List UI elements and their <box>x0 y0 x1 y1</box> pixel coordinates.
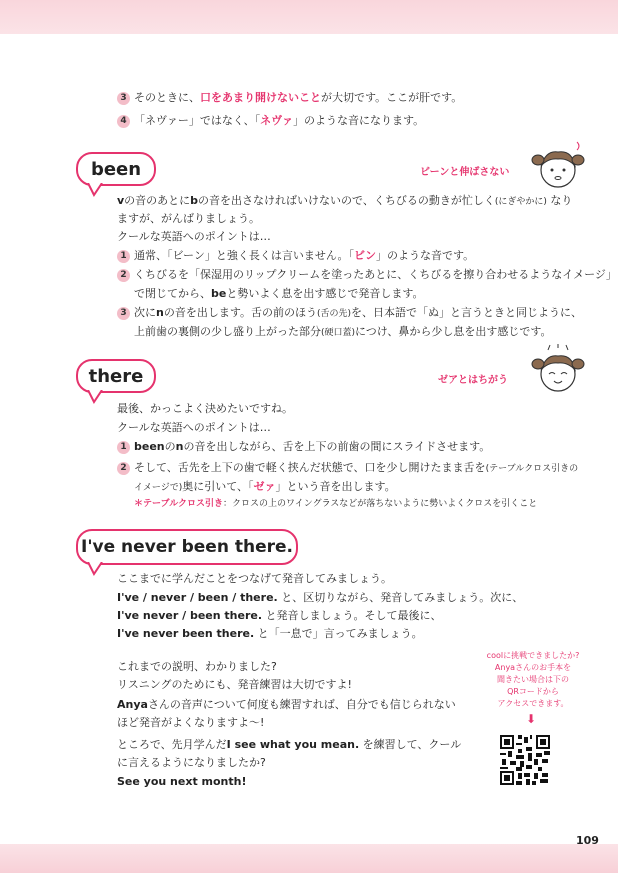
qr-caption-line: QRコードから <box>507 687 559 696</box>
list-item-continuation <box>134 480 396 495</box>
text-segment: I've never been there. <box>117 627 255 640</box>
paragraph-line <box>117 738 461 752</box>
text-segment: I've / never / been / there. <box>117 591 278 604</box>
paragraph-line <box>117 230 271 244</box>
text-segment: I've never / been there. <box>117 609 263 622</box>
section-heading-bubble-full <box>76 529 298 565</box>
list-number: 1 <box>117 250 130 263</box>
qr-code-icon[interactable] <box>500 735 550 785</box>
qr-caption <box>474 650 592 710</box>
text-segment: 最後、かっこよく決めたいですね。 <box>117 402 293 415</box>
bubble-tail <box>86 562 106 576</box>
list-item <box>134 268 617 282</box>
top-decorative-band <box>0 0 618 34</box>
section-heading-bubble-there <box>76 359 156 393</box>
text-segment: の <box>164 440 176 453</box>
text-segment: ：クロスの上のワイングラスなどが落ちないように勢いよくクロスを引くこと <box>223 499 538 509</box>
text-segment: を、日本語で「ぬ」と言うときと同じように、 <box>351 306 582 319</box>
text-segment: ビン <box>354 249 376 262</box>
qr-caption-line: Anyaさんのお手本を <box>494 663 572 672</box>
text-segment: と発音しましょう。そして最後に、 <box>262 609 442 622</box>
down-arrow-icon: ⬇ <box>526 712 537 726</box>
section-heading: there <box>88 365 144 387</box>
list-item-continuation <box>134 287 423 301</box>
list-number: 2 <box>117 462 130 475</box>
list-item <box>134 440 490 454</box>
list-number: 3 <box>117 307 130 320</box>
text-segment: これまでの説明、わかりました? <box>117 660 277 673</box>
text-segment: (テーブルクロス引きの <box>485 464 579 474</box>
text-segment: イメージで) <box>134 483 183 493</box>
text-segment: に言えるようになりましたか? <box>117 756 266 769</box>
paragraph-line <box>117 591 523 605</box>
list-item-continuation <box>134 325 552 340</box>
qr-caption-line: アクセスできます。 <box>497 699 569 708</box>
text-segment: 「ネヴァー」ではなく、「 <box>134 114 261 127</box>
bubble-tail <box>86 183 106 197</box>
page-number: 109 <box>576 834 599 847</box>
text-segment: 」のような音です。 <box>376 249 475 262</box>
text-segment: につけ、鼻から少し息を出す感じです。 <box>355 325 552 338</box>
text-segment: (硬口蓋) <box>321 328 356 338</box>
paragraph-line <box>117 660 277 674</box>
paragraph-line <box>117 402 293 416</box>
footnote <box>134 497 537 511</box>
paragraph-line <box>117 212 260 226</box>
paragraph-line <box>117 756 266 770</box>
text-segment: を練習して、クール <box>359 738 462 751</box>
list-number: 3 <box>117 92 130 105</box>
text-segment: ところで、先月学んだ <box>117 738 227 751</box>
text-segment: ネヴァ <box>260 114 294 127</box>
list-item <box>134 461 578 476</box>
qr-caption-line: coolに挑戦できましたか? <box>486 651 580 660</box>
text-segment: 次に <box>134 306 156 319</box>
paragraph-line <box>117 716 264 730</box>
text-segment: v <box>117 194 125 207</box>
text-segment: I see what you mean. <box>226 738 360 751</box>
list-item <box>134 306 582 321</box>
paragraph-line <box>117 421 271 435</box>
paragraph-line <box>117 678 352 692</box>
side-note: ゼアとはちがう <box>438 375 508 386</box>
text-segment: ここまでに学んだことをつなげて発音してみましょう。 <box>117 572 392 585</box>
text-segment: 」のような音になります。 <box>293 114 425 127</box>
text-segment: と勢いよく息を出す感じで発音します。 <box>226 287 424 300</box>
text-segment: と「一息で」言ってみましょう。 <box>254 627 423 640</box>
text-segment: (舌の先) <box>316 309 351 319</box>
qr-caption-line: 聞きたい場合は下の <box>497 675 569 684</box>
text-segment: b <box>190 194 199 207</box>
text-segment: 」という音を出します。 <box>275 480 396 493</box>
list-number: 4 <box>117 115 130 128</box>
text-segment: さんの音声について何度も練習すれば、自分でも信じられない <box>147 698 456 711</box>
paragraph-line <box>117 194 572 209</box>
text-segment: Anya <box>117 698 148 711</box>
text-segment: 上前歯の裏側の少し盛り上がった部分 <box>134 325 321 338</box>
paragraph-line <box>117 572 392 586</box>
text-segment: n <box>156 306 164 319</box>
text-segment: で閉じてから、 <box>134 287 211 300</box>
paragraph-line <box>117 775 247 789</box>
text-segment: been <box>134 440 165 453</box>
text-segment: (にぎやかに) <box>494 197 547 207</box>
text-segment: クールな英語へのポイントは… <box>117 421 271 434</box>
text-segment: くちびるを「保湿用のリップクリームを塗ったあとに、くちびるを擦り合わせるようなイメージ」 <box>134 268 617 281</box>
bubble-tail <box>86 390 106 404</box>
text-segment: と、区切りながら、発音してみましょう。次に、 <box>277 591 524 604</box>
list-item <box>134 91 462 105</box>
list-item <box>134 114 424 128</box>
text-segment: の音を出します。舌の前のほう <box>163 306 317 319</box>
text-segment: の音のあとに <box>124 194 191 207</box>
girl-face-illustration <box>528 140 586 192</box>
text-segment: ますが、がんばりましょう。 <box>117 212 260 225</box>
text-segment: ゼァ <box>253 480 276 493</box>
bottom-decorative-band <box>0 844 618 873</box>
section-heading: been <box>90 158 142 180</box>
text-segment: そして、舌先を上下の歯で軽く挟んだ状態で、口を少し開けたまま舌を <box>134 461 486 474</box>
text-segment: そのときに、 <box>134 91 200 104</box>
text-segment: の音を出しながら、舌を上下の前歯の間にスライドさせます。 <box>183 440 491 453</box>
girl-face-illustration <box>528 344 586 396</box>
paragraph-line <box>117 609 442 623</box>
text-segment: なり <box>546 194 573 207</box>
text-segment: ＊テーブルクロス引き <box>134 499 224 509</box>
text-segment: ほど発音がよくなりますよ～! <box>117 716 265 729</box>
list-number: 1 <box>117 441 130 454</box>
side-note: ビーンと伸ばさない <box>420 167 510 178</box>
text-segment: 口をあまり開けないこと <box>200 91 321 104</box>
section-heading: I've never been there. <box>81 537 293 557</box>
text-segment: be <box>211 287 227 300</box>
paragraph-line <box>117 627 423 641</box>
text-segment: の音を出さなければいけないので、くちびるの動きが忙しく <box>198 194 495 207</box>
text-segment: クールな英語へのポイントは… <box>117 230 271 243</box>
text-segment: n <box>175 440 184 453</box>
text-segment: See you next month! <box>117 775 247 788</box>
paragraph-line <box>117 698 456 712</box>
text-segment: 奥に引いて、「 <box>182 480 254 493</box>
text-segment: リスニングのためにも、発音練習は大切ですよ! <box>117 678 352 691</box>
text-segment: が大切です。ここが肝です。 <box>321 91 463 104</box>
text-segment: 通常、「ビーン」と強く長くは言いません。「 <box>134 249 354 262</box>
list-item <box>134 249 474 263</box>
list-number: 2 <box>117 269 130 282</box>
section-heading-bubble-been <box>76 152 156 186</box>
